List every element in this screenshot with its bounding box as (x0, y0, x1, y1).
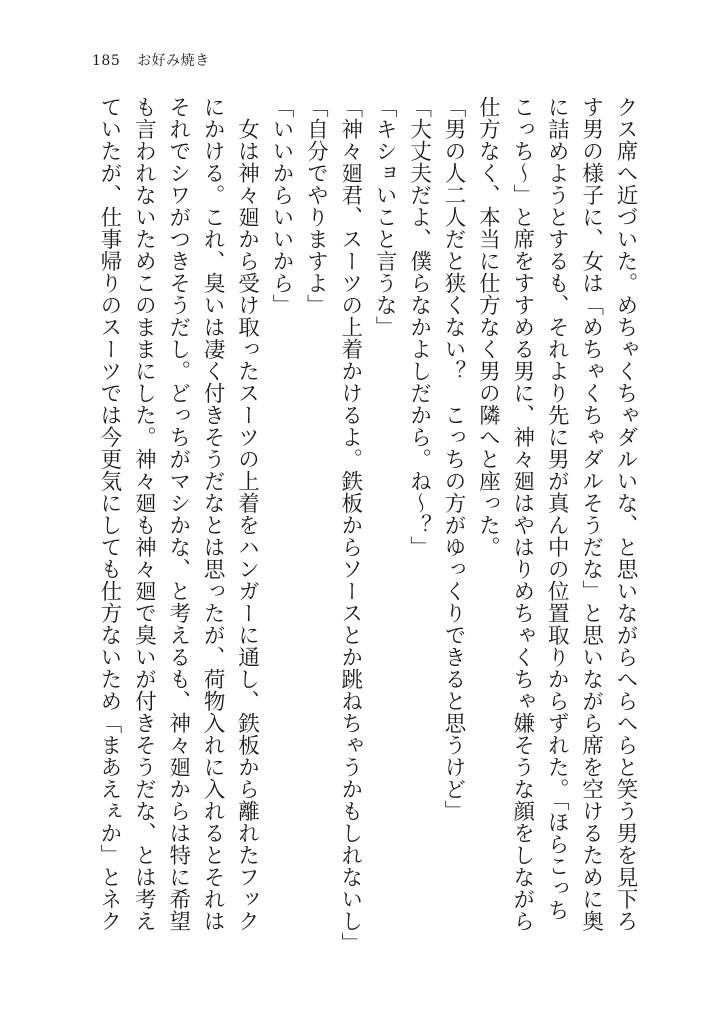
dialogue-line: 「キショいこと言うな」 (372, 96, 398, 338)
text-line: それでシワがつきそうだし。どっちがマシかな、と考えるも、神々廻からは特に希望 (165, 96, 191, 932)
running-header (92, 50, 210, 70)
text-line: クス席へ近づいた。めちゃくちゃダルいな、と思いながらへらへらと笑う男を見下ろ (613, 96, 638, 932)
text-line: にかける。これ、臭いは凄く付きそうだなとは思ったが、荷物入れに入れるとそれは (200, 96, 226, 932)
text-line: 女は神々廻から受け取ったスーツの上着をハンガーに通し、鉄板から離れたフック (234, 96, 260, 932)
text-line: 仕方なく、本当に仕方なく男の隣へと座った。 (475, 96, 501, 558)
dialogue-line: 「いいからいいから」 (268, 96, 294, 316)
dialogue-line: 「大丈夫だよ、僕らなかよしだから。ね〜？」 (406, 96, 432, 558)
text-line: す男の様子に、女は「めちゃくちゃダルそうだな」と思いながら席を空けるために奥 (578, 96, 604, 932)
page-number: 185 (92, 53, 121, 69)
dialogue-line: 「神々廻君、スーツの上着かけるよ。鉄板からソースとか跳ねちゃうかもしれないし」 (337, 96, 363, 954)
text-line: も言われないためこのままにした。神々廻も神々廻で臭いが付きそうだな、とは考え (131, 96, 157, 932)
text-line: に詰めようとするも、それより先に男が真ん中の位置取りからずれた。「ほらこっち (544, 96, 570, 922)
text-line: ていたが、仕事帰りのスーツでは今更気にしても仕方ないため「まあえぇか」とネク (96, 96, 122, 932)
dialogue-line: 「男の人二人だと狭くない？ こっちの方がゆっくりできると思うけど」 (440, 96, 466, 822)
text-line: こっち〜」と席をすすめる男に、神々廻はやはりめちゃくちゃ嫌そうな顔をしながら (509, 96, 535, 932)
body-text (92, 96, 643, 966)
dialogue-line: 「自分でやりますよ」 (303, 96, 329, 316)
chapter-title: お好み焼き (137, 53, 210, 69)
